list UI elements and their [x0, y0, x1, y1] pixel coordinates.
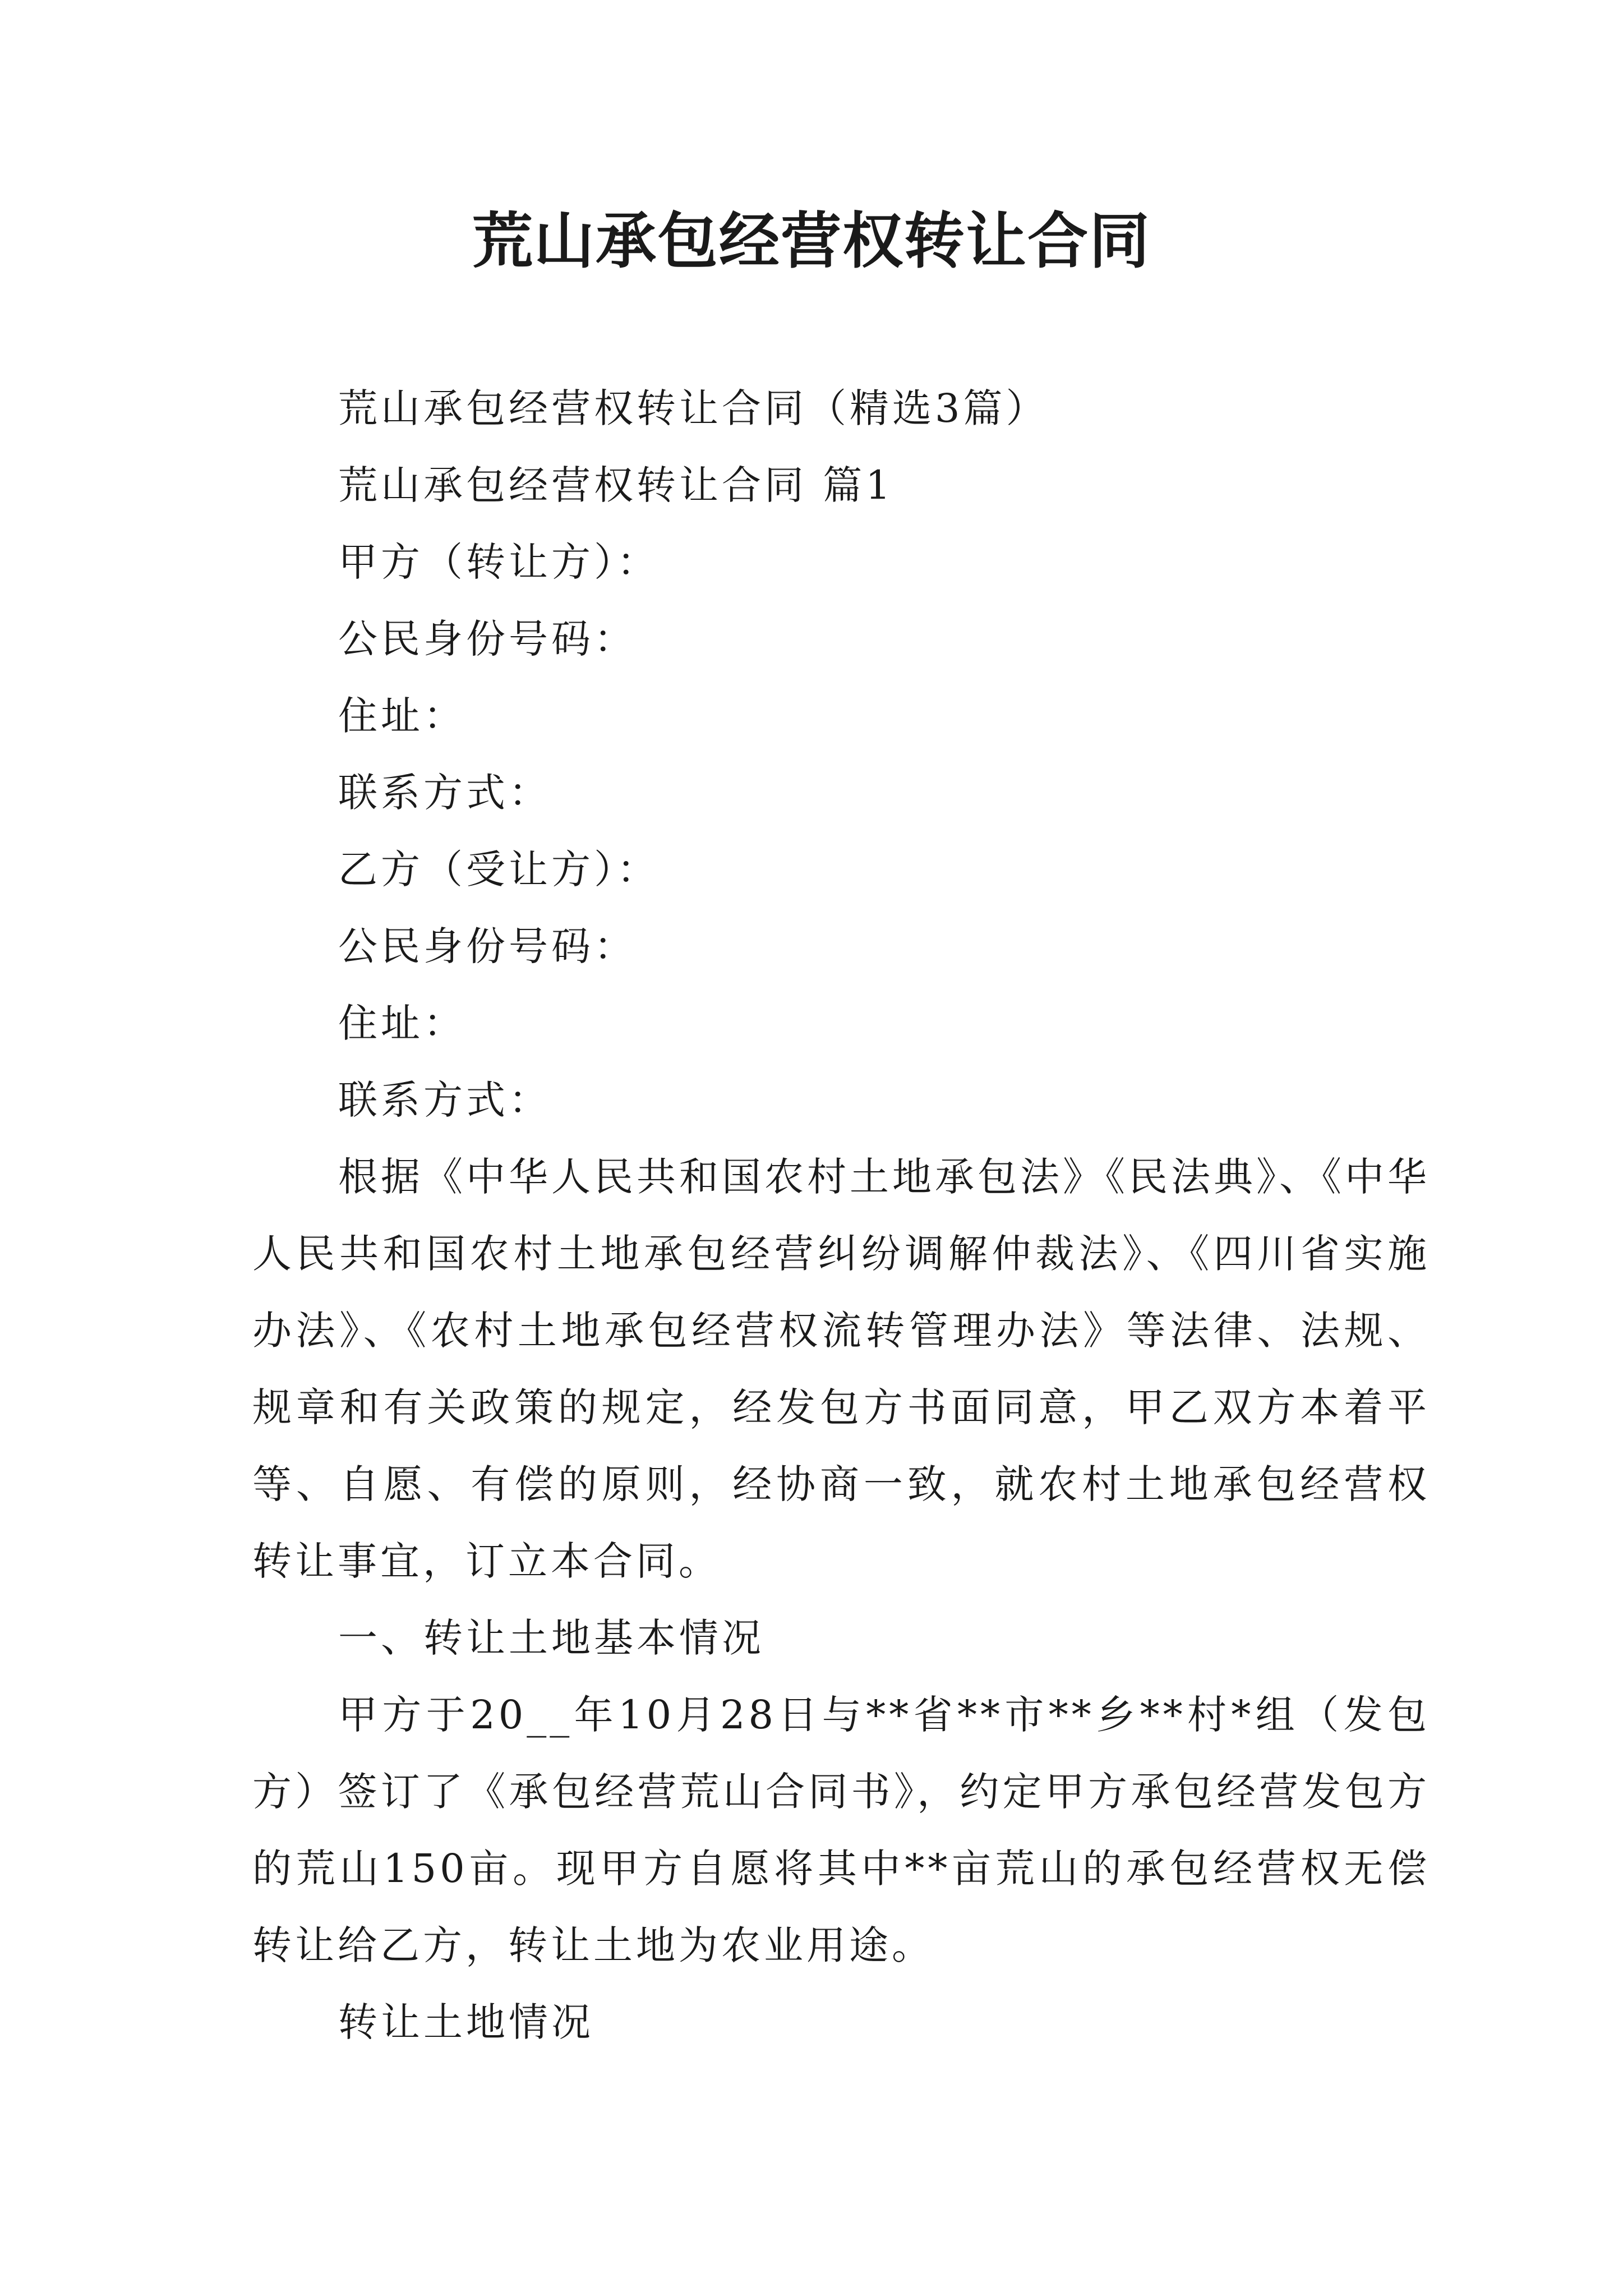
document-subtitle: 荒山承包经营权转让合同（精选3篇）	[338, 385, 1049, 431]
party-a-id-label: 公民身份号码：	[338, 616, 637, 662]
party-b-id-label: 公民身份号码：	[338, 923, 637, 969]
party-b-contact-label: 联系方式：	[338, 1077, 551, 1123]
section-title: 荒山承包经营权转让合同 篇1	[338, 462, 894, 508]
document-title: 荒山承包经营权转让合同	[472, 206, 1151, 277]
document-body	[252, 370, 1430, 2061]
clause1-paragraph: 甲方于20__年10月28日与**省**市**乡**村*组（发包方）签订了《承包经营荒山合同书》，约定甲方承包经营发包方的荒山150亩。现甲方自愿将其中**亩荒山的承包经营权无偿转让给乙方，转让土地为农业用途。	[252, 1692, 1430, 1968]
preamble-paragraph: 根据《中华人民共和国农村土地承包法》《民法典》、《中华人民共和国农村土地承包经营纠纷调解仲裁法》、《四川省实施办法》、《农村土地承包经营权流转管理办法》等法律、法规、规章和有关政策的规定，经发包方书面同意，甲乙双方本着平等、自愿、有偿的原则，经协商一致，就农村土地承包经营权转让事宜，订立本合同。	[252, 1154, 1430, 1584]
land-subheading: 转让土地情况	[338, 1999, 594, 2045]
party-a-address-label: 住址：	[338, 693, 466, 739]
party-a-contact-label: 联系方式：	[338, 770, 551, 816]
party-a-label: 甲方（转让方）：	[338, 539, 660, 585]
clause1-heading: 一、转让土地基本情况	[338, 1615, 764, 1661]
party-b-address-label: 住址：	[338, 1000, 466, 1046]
party-b-label: 乙方（受让方）：	[338, 846, 660, 892]
